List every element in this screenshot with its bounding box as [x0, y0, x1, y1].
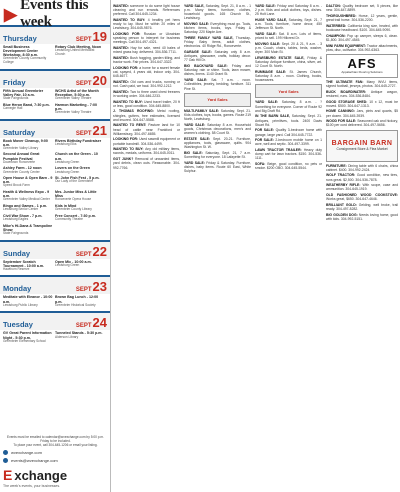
- event-item[interactable]: [3, 331, 55, 343]
- day-date: SEPT19: [75, 29, 107, 44]
- event-title: Small Business Development Center Workshop, 8:30 a.m.: [3, 45, 38, 58]
- listing-lead: GARAGE SALE:: [184, 50, 215, 55]
- bargain-barn-subtitle: Consignment Store & Flea Market: [336, 147, 388, 152]
- day-number: 22: [92, 243, 107, 259]
- event-item[interactable]: [3, 204, 55, 212]
- event-title: Ashley Farm - 12 noon: [3, 166, 42, 171]
- yard-sales-ad-2-text: Yard Sales: [278, 88, 299, 94]
- listing-lead: MOVING SALE:: [184, 22, 211, 27]
- classified-listing: YARD SALE, Saturday, Sept. 21, 8 a.m. - 1 p.m. Many items, furniture, clothes, household goods. 165 Church St., Lewisburg.: [184, 4, 251, 21]
- classified-listing: BRILLIANT GOLD: Gelding, well broke, trail ready. 304-497-8282.: [326, 203, 398, 212]
- events-arrow-icon: ▶: [4, 4, 18, 24]
- classified-listing: YARD SALE: Saturday, 8 a.m. - ? Something for everyone. Corner of Route 92 and Big Draft Rd.: [255, 100, 322, 113]
- event-item[interactable]: [55, 190, 107, 202]
- classified-listing: RUMMAGE SALE: St. James Church, Saturday 8 a.m. - noon. Clothing, books, housewares.: [255, 69, 322, 83]
- classified-listing: CHAMPION: Pop up camper, sleeps 6, clean. $1,800. 304-497-4545.: [326, 33, 398, 42]
- event-title: Health & Wellness Expo - 9 a.m.: [3, 190, 50, 199]
- event-location: Hawthorn Reserve: [3, 266, 30, 271]
- event-title: Rotary Club Meeting, Noon: [55, 45, 102, 49]
- listing-lead: YARD SALE:: [255, 100, 282, 105]
- day-monday: [0, 275, 110, 311]
- event-item[interactable]: [3, 176, 55, 188]
- classified-listing: THREE FAMILY YARD SALE, Thursday-Friday. Baby items, adult clothes, electronics. 40 Ridge Rd., Ronceverte.: [184, 36, 251, 49]
- day-number: 23: [92, 279, 107, 295]
- afs-ad: [326, 54, 398, 78]
- listing-lead: FURNITURE:: [326, 163, 349, 168]
- classified-listing: WANTED TO BUY: Any old military items, swords, medals, uniforms. 304-645-0011.: [113, 147, 180, 156]
- event-location: Greenbrier Historical Society: [55, 302, 96, 307]
- event-location: Greenbrier Elementary School: [3, 338, 46, 343]
- event-title: Blue Heron Band, 7:30 p.m.: [3, 102, 50, 107]
- classified-listing: GARAGE SALE: Saturday only 8 a.m. Antiques, glassware, crafts, holiday decor. 77 Oak Hill Dr.: [184, 50, 251, 63]
- day-header: [0, 240, 110, 259]
- logo-e: E: [3, 467, 13, 483]
- listing-lead: HUGE YARD SALE,: [255, 18, 289, 23]
- col4-listings-bottom: [326, 164, 398, 222]
- day-saturday: [0, 119, 110, 240]
- day-name: Monday: [3, 284, 32, 294]
- event-item[interactable]: [55, 166, 107, 174]
- day-name: Tuesday: [3, 320, 33, 330]
- event-title: Book Mover Cleanup, 9:00 a.m.: [3, 138, 48, 147]
- event-item[interactable]: [55, 295, 107, 307]
- classified-listing: LEWISBURG ESTATE SALE, Friday & Saturday. Antique furniture, china, silver, art. 12 Court St. North.: [255, 55, 323, 69]
- classified-listing: SOFA: Beige, good condition, no pets or smoke. $200 OBO. 304-645-5544.: [255, 162, 322, 171]
- listing-lead: LOOKING FOR:: [113, 65, 140, 70]
- classified-listing: OLD FASHIONED WOOD COOKSTOVE: Works great, $650. 304-647-4646.: [326, 193, 398, 202]
- event-item[interactable]: [3, 260, 55, 272]
- event-location: Speed Brook Farm: [3, 183, 30, 188]
- day-thursday: [0, 25, 110, 69]
- day-date: SEPT24: [75, 315, 107, 331]
- listing-lead: FOR SALE:: [255, 138, 276, 143]
- classified-listing: WANTED: Old cars and trucks, running or not. Cash paid, we haul. 304-992-1212.: [113, 79, 180, 88]
- day-name: Saturday: [3, 127, 36, 137]
- event-list: [0, 138, 110, 240]
- listing-lead: WATERBED:: [326, 23, 348, 28]
- listing-lead: LOOKING FOR:: [113, 32, 144, 37]
- listing-lead: FOR SALE:: [255, 128, 276, 133]
- event-item[interactable]: [55, 176, 107, 188]
- events-title: Events this week: [20, 0, 89, 30]
- listing-lead: CHAMPION:: [326, 33, 348, 38]
- event-title: Kids in Mind: [55, 204, 77, 209]
- classified-listing: LOOKING FOR: a home for a sweet female cat, spayed, 4 years old, indoor only. 304-645-6677.: [113, 65, 180, 79]
- bargain-barn-title: BARGAIN BARN: [331, 140, 393, 148]
- listing-lead: MINI FARM EQUIPMENT:: [326, 43, 367, 48]
- classified-listing: BIG BACKYARD SALE: Friday and Saturday, rain or shine. Tools, lawn mower, dishes, linens. 1140 Grant St.: [184, 64, 251, 77]
- classified-column-2: [182, 4, 253, 490]
- classified-listing: MOVING SALE: Sept. 20 & 21, 9 a.m. - 3 p.m. Couch, chairs, tables, beds, washer, dryer. 300 Main St.: [255, 41, 322, 55]
- event-title: GV Great Parent Information Night - 5:30 p.m.: [3, 331, 52, 340]
- day-name: Thursday: [3, 34, 37, 43]
- event-location: Carnegie Hall: [3, 105, 23, 110]
- day-tuesday: [0, 311, 110, 347]
- listing-lead: WOOD FOR SALE:: [326, 119, 358, 124]
- event-list: [0, 259, 110, 276]
- event-title: Tunneled Stands - 5:30 p.m.: [55, 331, 103, 336]
- classified-listing: WOOD FOR SALE: Seasoned oak and hickory, $100 per cord delivered. 304-497-5656.: [326, 119, 398, 128]
- day-header: [0, 119, 110, 138]
- classified-listing: FOR SALE: Quality 3-bedroom home with garage, large yard. Call 304-645-7722.: [255, 128, 322, 137]
- classified-listing: MULTI-FAMILY SALE: Saturday, Sept. 21. Kids clothes, toys, books, games. Route 219 North, Lewisburg.: [184, 108, 251, 121]
- classified-listing: LAWN TRACTOR TRAILER: Heavy duty dump cart for lawn tractors. $150. 304-536-1111.: [255, 148, 322, 161]
- classified-listing: WANTED TO RENT: Pasture land for 10 head of cattle near Frankford or Williamsburg. 304-497-6655.: [113, 123, 180, 136]
- classified-listing: ESTATE SALE: Sept. 20-21. Furniture, appliances, tools, glassware, quilts. 904 Washington St. W.: [184, 136, 251, 149]
- col2-listings-top: [184, 4, 251, 91]
- listing-lead: OLD FASHIONED WOOD COOKSTOVE:: [326, 193, 398, 198]
- event-item[interactable]: [55, 45, 107, 65]
- day-number: 24: [92, 315, 107, 331]
- day-header: [0, 275, 110, 294]
- col4-listings-mid: [326, 80, 398, 128]
- classified-listing: J. THOMAS ROOFING: Metal roofing, shingles, gutters, free estimates, licensed and insured. 304-647-5588.: [113, 109, 180, 122]
- classified-listing: WANTED: Hay for sale, need 40 bales of mixed grass hay, delivered. 304-536-7711.: [113, 46, 180, 55]
- event-location: Lewisburg Elks: [55, 141, 77, 146]
- event-item[interactable]: [3, 190, 55, 202]
- day-header: [0, 311, 110, 330]
- listing-lead: WANTED TO BUY:: [113, 18, 148, 23]
- event-location: Ronceverte Opera House: [55, 197, 92, 202]
- event-location: Greenbrier Valley Theatre: [55, 109, 92, 114]
- event-title: Mrs. Junior Miss & Little Miss: [55, 190, 97, 199]
- listing-lead: WANTED:: [113, 79, 131, 84]
- footer-email[interactable]: [3, 458, 108, 463]
- col3-listings-bottom: [255, 100, 322, 170]
- classified-column-4: [324, 4, 400, 490]
- event-location: Greenbrier Valley Theatre: [55, 95, 92, 100]
- day-name: Friday: [3, 77, 26, 87]
- listing-lead: WEATHERBY RIFLE:: [326, 183, 363, 188]
- yard-sales-ad-1-text: Yard Sales: [207, 97, 228, 103]
- col3-listings-top: [255, 4, 322, 82]
- listing-lead: IN THE BARN SALE,: [255, 114, 292, 119]
- listing-lead: WANTED:: [113, 46, 131, 51]
- listing-lead: LEWISBURG ESTATE SALE,: [255, 55, 308, 60]
- event-title: Open House & Open Barn - 9 a.m.: [3, 176, 53, 185]
- listing-lead: HOME CANNING:: [326, 109, 357, 114]
- event-location: Downtown Ronceverte: [3, 159, 36, 164]
- event-location: Greenbrier County Library: [55, 207, 92, 212]
- logo-rest: xchange: [14, 467, 68, 483]
- classified-listing: MINI FARM EQUIPMENT: Tractor attachments, plow, disc, cultivator. 304-992-6363.: [326, 43, 399, 52]
- classified-listing: WANTED: someone to do some light house cleaning and run errands. References preferred. Call 304-645-1234.: [113, 4, 180, 17]
- classified-listing: WEATHERBY RIFLE: With scope, case and ammunition. 304-645-1919.: [326, 183, 398, 192]
- event-item[interactable]: [3, 224, 55, 236]
- event-item[interactable]: [3, 45, 55, 65]
- footer-website-text: wvexchange.com: [11, 450, 42, 455]
- event-title: Fifth Annual Greenbrier Valley Fair, 10 a.m.: [3, 88, 44, 97]
- event-item[interactable]: [3, 139, 55, 151]
- events-footer: [0, 433, 111, 492]
- listing-lead: BIG SALE:: [184, 150, 206, 155]
- listing-lead: WANTED TO BUY:: [113, 99, 145, 104]
- event-list: [0, 88, 110, 119]
- event-location: Our Lady of the Greenbrier: [55, 179, 94, 184]
- listing-lead: WOLF TRACTOR:: [326, 173, 357, 178]
- day-date: SEPT22: [75, 243, 107, 259]
- classified-listing: DALTON: Quality bedroom set, 5 pieces, like new. 304-647-8899.: [326, 4, 399, 13]
- yard-sales-ad-2: [255, 84, 322, 98]
- listing-lead: BIG GOLDEN DOG:: [326, 212, 359, 217]
- classified-listing: THOROUGHBRED: Horse, 12 years, gentle, great trail horse. 304-536-2200.: [326, 13, 398, 23]
- classified-listing: WANTED: Bush hogging, garden tilling, and tractor work. Fair prices. 304-647-3322.: [113, 55, 181, 65]
- day-name: Sunday: [3, 248, 31, 258]
- footer-line-2: To place your event, call 304-645-1206 or email your listing.: [13, 442, 98, 447]
- listing-lead: RUMMAGE SALE:: [255, 69, 290, 74]
- listing-lead: YARD SALE:: [184, 160, 207, 165]
- day-friday: [0, 69, 110, 119]
- listing-lead: BUCK BOARDWATER:: [326, 89, 371, 94]
- day-number: 20: [92, 72, 107, 88]
- events-column: [0, 0, 111, 492]
- col2-listings-bottom: [184, 109, 251, 173]
- classified-listing: BIG SALE: Saturday, Sept. 21, 7 a.m. Something for everyone. 18 Lafayette St.: [184, 150, 251, 159]
- classified-listing: WANTED TO BUY: 4 healthy pet hens ready to lay. Must be within 20 miles of Lewisburg. 304-645-9876.: [113, 18, 181, 31]
- event-title: Lovers on the Green: [55, 166, 90, 171]
- mail-icon: [3, 458, 8, 463]
- event-title: WCHS Artist of the Month Reception, 5:30 p.m.: [55, 88, 99, 97]
- day-sunday: [0, 240, 110, 276]
- event-location: Greenbrier County Center: [3, 169, 40, 174]
- classified-listing: YARD SALE: Friday & Saturday. Furniture, dishes, baby items. Route 60 East, White Sulphur.: [184, 160, 251, 173]
- event-location: Alderson Library: [55, 334, 79, 339]
- event-location: Community Theatre: [55, 216, 83, 221]
- event-title: Church on the Green - 10 a.m.: [55, 152, 98, 161]
- event-item[interactable]: [55, 152, 107, 164]
- days-list: [0, 25, 110, 347]
- event-title: Bingo and Games - 1 p.m.: [3, 204, 48, 209]
- classified-listing: WOLF TRACTOR: Good condition, new tires, runs great. $2,500. 304-536-7878.: [326, 173, 398, 182]
- event-title: Second Annual Great Pumpkin Festival: [3, 152, 40, 161]
- listing-lead: THREE FAMILY YARD SALE,: [184, 36, 236, 41]
- classified-listing: IN THE BARN SALE, Saturday, Sept. 21. Antiques, primitives, tools. 2400 Davis Stuart Rd.: [255, 114, 322, 127]
- event-location: Lewisburg Green: [55, 159, 80, 164]
- event-item[interactable]: [55, 204, 107, 212]
- event-location: Lewisburg Eagles: [3, 216, 29, 221]
- listing-lead: WANTED TO RENT:: [113, 123, 149, 128]
- event-title: Meditate with Eleanor - 10:00 a.m.: [3, 295, 53, 304]
- classified-listing: HOME CANNING: Jars, pints and quarts, $5 per dozen. 304-645-3939.: [326, 109, 398, 118]
- day-date: SEPT21: [75, 122, 107, 138]
- col4-listings-top: [326, 4, 398, 52]
- classified-listing: FURNITURE: Dining table with 6 chairs, china cabinet. $400. 304-992-2424.: [326, 163, 398, 172]
- listing-lead: THOROUGHBRED:: [326, 13, 359, 18]
- event-item[interactable]: [3, 152, 55, 164]
- event-location: State Fairgrounds: [3, 95, 29, 100]
- classified-listing: HUGE YARD SALE, Saturday, Sept. 21, 7 a.m. Tools, furniture, home decor, 450 Jefferson St. North.: [255, 18, 323, 31]
- event-list: [0, 44, 110, 69]
- listing-lead: BIG BACKYARD SALE:: [184, 64, 232, 69]
- event-item[interactable]: [55, 139, 107, 151]
- listing-lead: GOT JUNK?: [113, 157, 136, 162]
- event-location: Lewisburg United Methodist Church: [55, 48, 95, 56]
- listing-lead: WANTED:: [113, 4, 130, 8]
- listing-lead: ESTATE SALE:: [184, 136, 213, 141]
- day-header: [0, 69, 110, 88]
- classified-listing: WANTED TO BUY: Used travel trailer, 20 ft or less, good condition. 304-645-8800.: [113, 99, 180, 108]
- logo-tagline: The week's events, your businesses.: [3, 484, 61, 488]
- listing-lead: YARD SALE:: [184, 122, 208, 127]
- event-item[interactable]: [3, 295, 55, 307]
- globe-icon: [3, 450, 8, 455]
- event-item[interactable]: [3, 89, 55, 101]
- event-item[interactable]: [55, 260, 107, 272]
- classified-listing: YARD SALE: Sat. 8 a.m. Lots of items, priced to sell. 199 Hillcrest Dr.: [255, 32, 322, 41]
- classified-listing: YARD SALE: Saturday 8 a.m. Household goods, Christmas decorations, men's and women's clothing. 58 Court St.: [184, 122, 251, 135]
- event-title: Rivers Birthday Fundraiser: [55, 138, 102, 143]
- listing-lead: YARD SALE:: [184, 78, 212, 83]
- event-item[interactable]: [3, 214, 55, 222]
- classified-listing: WANTED: Two to three used chest freezers in working order. 304-646-2233.: [113, 89, 180, 98]
- event-location: Lewisburg Green: [55, 169, 80, 174]
- classified-column-3: [253, 4, 324, 490]
- event-location: Lewisburg Public Library: [3, 302, 38, 307]
- listing-lead: THE ULTIMATE FAN:: [326, 79, 367, 84]
- event-item[interactable]: [55, 214, 107, 222]
- afs-subtitle: Appalachian Flooring Solutions: [341, 70, 383, 75]
- classified-listing: YARD SALE: Sat. 7 a.m. - noon. Collectibles, jewelry, bedding, furniture. 311 Pine St.: [184, 78, 251, 91]
- event-location: Greenbrier Valley Medical Center: [3, 197, 50, 202]
- day-number: 19: [92, 29, 107, 44]
- footer-email-text: events@wvexchange.com: [11, 458, 58, 463]
- classified-column-1: [111, 4, 182, 490]
- event-title: Free Concert - 7:30 p.m.: [55, 213, 96, 218]
- event-location: Greenbrier Valley Library: [3, 145, 39, 150]
- event-title: September Scratch Tournament - 10:00 a.m.: [3, 259, 45, 268]
- event-title: St. John Fish Fest - 5 p.m.: [55, 176, 100, 181]
- classified-listing: THE ULTIMATE FAN: Many WVU items, signed football, jerseys, photos. 304-645-2727.: [326, 79, 398, 88]
- yard-sales-ad-1: [184, 93, 251, 107]
- event-list: [0, 330, 110, 347]
- col1-listings: [113, 4, 180, 170]
- classified-listing: MOVING SALE: Everything must go. Tools, kitchen items, books, toys. Friday & Saturday. 220 Maple Ave.: [184, 22, 251, 35]
- event-item[interactable]: [3, 166, 55, 174]
- listing-lead: MULTI-FAMILY SALE:: [184, 108, 221, 113]
- classified-listing: BIG GOLDEN DOG: Needs loving home, good with kids. 304-992-5151.: [326, 212, 399, 222]
- listing-lead: YARD SALE:: [255, 4, 278, 8]
- listing-lead: LAWN TRACTOR TRAILER:: [255, 148, 304, 153]
- listing-lead: YARD SALE:: [255, 32, 279, 37]
- event-item[interactable]: [55, 103, 107, 115]
- day-date: SEPT23: [75, 279, 107, 295]
- classified-listing: LOOKING FOR: Used sawmill equipment or portable bandmill. 304-536-4499.: [113, 137, 180, 146]
- event-title: Brown Bag Lunch - 12:00 p.m.: [55, 295, 99, 304]
- classified-listing: YARD SALE: Friday and Saturday 8 a.m. - 2 p.m. Kids and adult clothes, toys, dishes. 25 Holt Lane.: [255, 4, 323, 17]
- listing-lead: SOFA:: [255, 162, 268, 167]
- listing-lead: GOOD STORAGE SHED:: [326, 99, 370, 104]
- events-header: [0, 0, 110, 30]
- classified-listing: LOOKING FOR: Russian or Ukrainian speaking person to interpret for business meetings. Call 304-497-4321.: [113, 32, 180, 45]
- classified-listing: GOOD STORAGE SHED: 10 x 12, must be moved. $500. 304-647-1313.: [326, 99, 398, 108]
- exchange-logo: [3, 467, 108, 483]
- event-location: Greenbrier County Community College: [3, 56, 47, 65]
- event-title: Civil War Show - 7 p.m.: [3, 213, 43, 218]
- event-title: Open Mic - 10:00 a.m.: [55, 259, 92, 264]
- afs-logo: AFS: [347, 56, 377, 72]
- listing-lead: WANTED:: [113, 55, 130, 60]
- listing-lead: WANTED:: [113, 89, 130, 94]
- event-location: Lewisburg Senior Center: [3, 207, 39, 212]
- event-list: [0, 294, 110, 311]
- footer-line-1: Events must be emailed to calendar@wvexchange.com by 5:00 p.m. Friday to be included.: [7, 434, 104, 443]
- listing-lead: MOVING SALE:: [255, 41, 282, 46]
- listing-lead: LOOKING FOR:: [113, 137, 140, 142]
- event-title: Mike's Hi-Dana & Trampoline Show: [3, 223, 53, 232]
- classified-listing: FOR SALE: 2-bedroom mobile home on 1 acre, well and septic. 304-497-3399.: [255, 138, 322, 147]
- bargain-barn-ad: [326, 130, 398, 162]
- event-item[interactable]: [55, 331, 107, 343]
- event-title: Harmon Marketing - 7:00 p.m.: [55, 102, 97, 111]
- classified-listing: GOT JUNK? Removal of unwanted items, yard debris, clean outs. Reasonable. 304-992-7766.: [113, 157, 180, 170]
- event-item[interactable]: [55, 89, 107, 101]
- listing-lead: BRILLIANT GOLD:: [326, 203, 359, 208]
- event-location: State Fairgrounds: [3, 230, 29, 235]
- listing-lead: YARD SALE,: [184, 4, 206, 8]
- day-date: SEPT20: [75, 72, 107, 88]
- footer-website[interactable]: [3, 450, 108, 455]
- listing-lead: J. THOMAS ROOFING:: [113, 109, 158, 114]
- event-item[interactable]: [3, 103, 55, 115]
- classified-listing: WATERBED: California king size, heated, with bookcase headboard. $100. 304-645-9090.: [326, 23, 398, 32]
- day-number: 21: [92, 122, 107, 138]
- listing-lead: WANTED TO BUY:: [113, 147, 146, 152]
- event-location: Lewisburg Green: [55, 262, 80, 267]
- listing-lead: DALTON:: [326, 4, 343, 8]
- classified-listing: BUCK BOARDWATER: Antique wagon, restored, runs. 304-536-8484.: [326, 89, 398, 98]
